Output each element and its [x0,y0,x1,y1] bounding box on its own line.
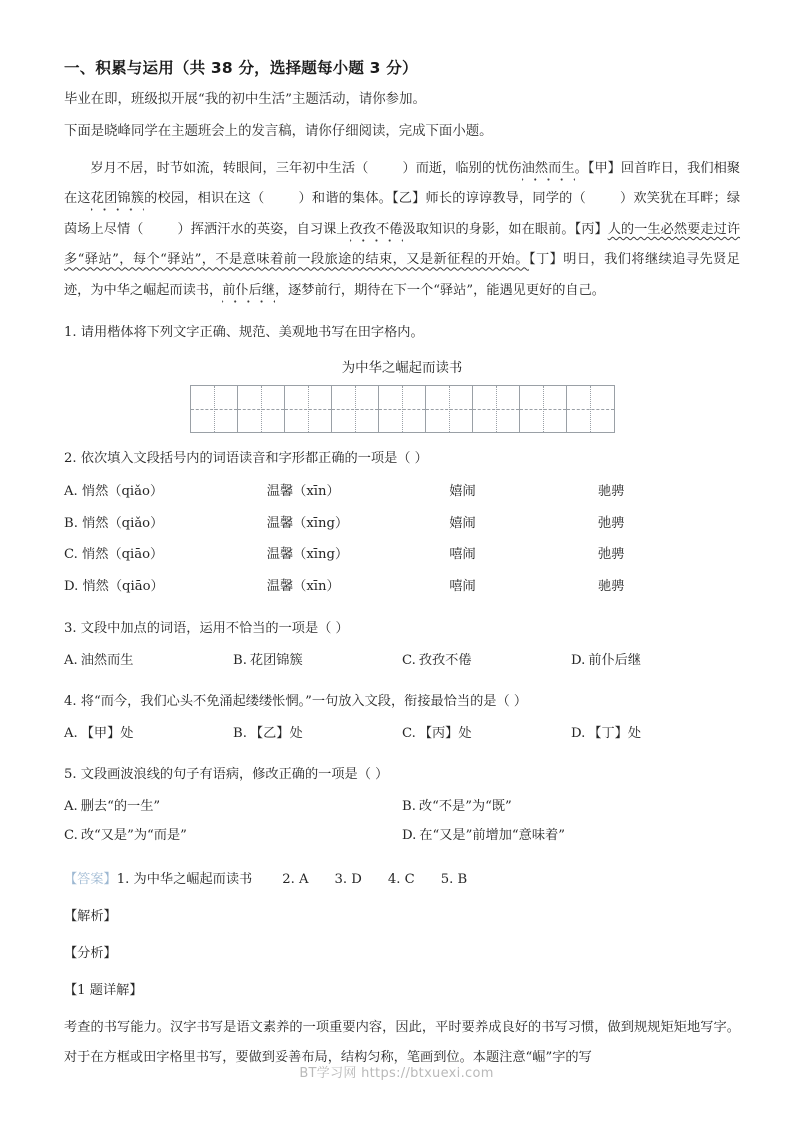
option-cell[interactable] [598,571,740,603]
passage-paragraph-1 [64,154,740,307]
option-text: 油然而生 [80,653,134,669]
option-cell[interactable] [64,476,267,508]
jiexi-tag: 【解析】 [64,909,117,925]
option-text: 嬉闹 [449,483,476,499]
option-label: B. [233,653,247,669]
footer-watermark: BT学习网 https://btxuexi.com [299,1066,494,1081]
section-title: 一、积累与运用（共 38 分，选择题每小题 3 分） [64,59,418,77]
option-text: 在“又是”前增加“意味着” [419,828,565,844]
option-text: 悄然（qiāo） [82,547,164,563]
option-b[interactable] [402,792,740,822]
emphasis-word-zizibujuan: 孜孜不倦 [349,221,403,237]
question-2-stem: 2. 依次填入文段括号内的词语读音和字形都正确的一项是（ ） [64,450,428,466]
tianzige-grid[interactable] [190,385,615,433]
option-text: 驰骋 [598,579,625,595]
tianzige-cell[interactable] [238,386,285,432]
passage-text: ）欢笑犹在耳畔；绿茵场上尽情（ [64,191,741,237]
answer-item-3: 3. D [334,872,362,888]
option-text: 弛骋 [598,515,625,531]
option-cell[interactable] [64,539,267,571]
option-d[interactable] [402,821,740,851]
option-text: 改“又是”为“而是” [80,828,187,844]
page-content [64,56,740,1073]
option-cell[interactable] [267,476,450,508]
option-label: A. [64,653,78,669]
tianzige-cell[interactable] [520,386,567,432]
option-label: B. [233,725,247,741]
option-text: 温馨（xīn） [266,483,340,499]
option-text: 温馨（xīn） [266,579,340,595]
option-label: A. [64,798,78,814]
question-5-options-row-2 [64,821,740,851]
option-label: D. [64,579,79,595]
option-c[interactable] [64,821,402,851]
option-text: 【乙】处 [249,725,303,741]
question-3-options [64,646,740,676]
tianzige-cell[interactable] [191,386,238,432]
question-1-detail-tag: 【1 题详解】 [64,983,143,999]
option-text: 嘻闹 [449,579,476,595]
emphasis-word-huatuanjincu: 花团锦簇 [90,191,145,207]
table-row[interactable] [64,539,740,571]
option-text: 嬉闹 [449,515,476,531]
question-2-options-table [64,476,740,603]
question-3-stem [64,617,740,640]
option-text: 【丁】处 [588,725,642,741]
option-cell[interactable] [449,508,598,540]
option-text: 悄然（qiāo） [82,579,164,595]
analysis-paragraph: 考查的书写能力。汉字书写是语文素养的一项重要内容，因此，平时要养成良好的书写习惯，做到规规矩矩地写字。对于在方框或田字格里书写，要做到妥善布局，结构匀称，笔画到位。本题注意“崛”字的写 [64,1020,740,1066]
option-text: 【甲】处 [80,725,134,741]
tianzige-cell[interactable] [426,386,473,432]
question-1-text: 为中华之崛起而读书 [341,360,463,376]
passage-text: 【丁】明日，我们将继续追寻先贤足迹，为中华之崛起而读书， [64,252,740,299]
answer-line [64,867,740,892]
passage-text: 汲取知识的身影，如在眼前。【丙】 [402,221,608,237]
option-a[interactable] [64,719,233,749]
question-5-options-row-1 [64,792,740,822]
emphasis-word-youranersheng: 油然而生 [521,160,575,176]
question-4-options [64,719,740,749]
option-text: 删去“的一生” [80,798,161,814]
option-label: B. [402,798,416,814]
option-text: 悄然（qiǎo） [81,483,164,499]
option-cell[interactable] [449,539,598,571]
question-5-stem: 5. 文段画波浪线的句子有语病，修改正确的一项是（ ） [64,766,389,782]
passage-text: 的校园，相识在这（ [144,191,265,207]
tianzige-cell[interactable] [332,386,379,432]
option-cell[interactable] [449,476,598,508]
option-label: B. [64,515,78,531]
passage-text: ，逐梦前行，期待在下一个“驿站”，能遇见更好的自己。 [275,283,605,299]
tianzige-cell[interactable] [285,386,332,432]
answer-item-2: 2. A [282,872,309,888]
table-row[interactable] [64,476,740,508]
option-label: C. [402,653,416,669]
table-row[interactable] [64,508,740,540]
table-row[interactable] [64,571,740,603]
option-d[interactable] [571,646,740,676]
answer-item-1: 1. 为中华之崛起而读书 [116,872,253,888]
option-cell[interactable] [449,571,598,603]
passage-text: 岁月不居，时节如流，转眼间，三年初中生活（ [90,160,369,176]
option-c[interactable] [402,719,571,749]
option-text: 弛骋 [598,547,625,563]
option-text: 前仆后继 [588,653,642,669]
fenxi-tag: 【分析】 [64,946,117,962]
option-cell[interactable] [267,571,450,603]
question-3-stem-text: 3. 文段中加点的词语，运用不恰当的一项是（ ） [64,621,349,637]
answer-item-5: 5. B [440,872,468,888]
option-label: D. [402,828,417,844]
option-text: 嘻闹 [449,547,476,563]
option-b[interactable] [233,646,402,676]
option-cell[interactable] [64,571,267,603]
option-text: 温馨（xīng） [266,515,349,531]
question-1-stem: 1. 请用楷体将下列文字正确、规范、美观地书写在田字格内。 [64,324,424,340]
lead-paragraph-1: 毕业在即，班级拟开展“我的初中生活”主题活动，请你参加。 [64,92,426,107]
option-label: A. [64,483,78,499]
passage-text: ）而逝，临别的忧伤 [402,160,522,176]
option-cell[interactable] [267,508,450,540]
passage-text: ）和谐的集体。【乙】师长的谆谆教导，同学的（ [298,191,586,207]
option-b[interactable] [233,719,402,749]
answer-item-4: 4. C [387,872,415,888]
tianzige-cell[interactable] [567,386,614,432]
option-text: 改“不是”为“既” [418,798,512,814]
option-label: A. [64,725,78,741]
option-text: 驰骋 [598,483,625,499]
lead-paragraph-2: 下面是晓峰同学在主题班会上的发言稿，请你仔细阅读，完成下面小题。 [64,123,493,139]
option-cell[interactable] [598,476,740,508]
option-cell[interactable] [64,508,267,540]
option-d[interactable] [571,719,740,749]
option-text: 悄然（qiǎo） [82,515,164,531]
answer-tag: 【答案】 [64,872,117,888]
option-a[interactable] [64,646,233,676]
option-text: 花团锦簇 [249,653,303,669]
option-cell[interactable] [267,539,450,571]
option-cell[interactable] [598,539,740,571]
wavy-underlined-sentence: 人的一生必然要走过许多“驿站”，每个“驿站”，不是意味着前一段旅途的结束，又是新征程的开始。 [64,221,741,268]
emphasis-word-qianfuhouji: 前仆后继 [222,283,275,299]
option-label: C. [402,725,416,741]
option-label: C. [64,547,78,563]
passage-text: 。【甲】回首昨日，我们相聚在这 [64,160,741,207]
option-text: 【丙】处 [418,725,472,741]
option-label: D. [571,725,586,741]
tianzige-cell[interactable] [473,386,520,432]
tianzige-cell[interactable] [379,386,426,432]
option-cell[interactable] [598,508,740,540]
option-label: D. [571,653,586,669]
question-4-stem: 4. 将“而今，我们心头不免涌起缕缕怅惘。”一句放入文段，衔接最恰当的是（ ） [64,693,528,709]
option-a[interactable] [64,792,402,822]
option-text: 孜孜不倦 [418,653,472,669]
passage-text: ）挥洒汗水的英姿，自习课上 [177,221,350,237]
option-c[interactable] [402,646,571,676]
tianzige-grid-wrap [64,385,740,433]
option-text: 温馨（xīng） [266,547,349,563]
option-label: C. [64,828,78,844]
